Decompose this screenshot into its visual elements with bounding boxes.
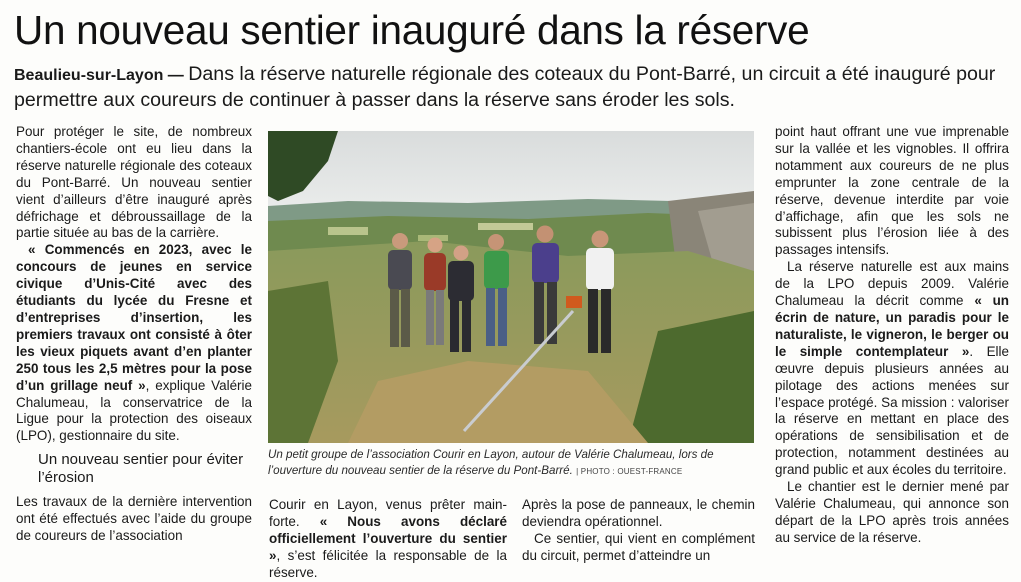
col2-quote-bold: « Nous avons déclaré officiellement l’ouverture du sentier » xyxy=(269,513,508,563)
col4-paragraph-2 xyxy=(775,259,1009,479)
col4-text-end: . Elle œuvre depuis plusieurs années au pilotage des actions menées sur l’espace protégé. Sa mission : valoriser la réserve en mettant en place des opérations de sensibilisation et de protection, notamment destinées au grand public et aux écoles du territoire. xyxy=(775,343,1010,478)
quote-attribution: , explique Valérie Chalumeau, la conservatrice de la Ligue pour la protection des oiseaux (LPO), gestionnaire du site. xyxy=(16,377,252,444)
column-2 xyxy=(269,497,507,582)
column-4 xyxy=(775,124,1009,547)
col1-paragraph-2 xyxy=(16,242,252,445)
col4-paragraph-3: Le chantier est le dernier mené par Valérie Chalumeau, qui annonce son départ de la LPO après trois années au service de la réserve. xyxy=(775,479,1009,545)
col4-text-start: La réserve naturelle est aux mains de la LPO depuis 2009. Valérie Chalumeau la décrit comme xyxy=(775,259,1009,309)
col3-paragraph-2: Ce sentier, qui vient en complément du circuit, permet d’atteindre un xyxy=(522,530,755,563)
col1-paragraph-3: Les travaux de la dernière intervention ont été effectués avec l’aide du groupe de coureurs de l’association xyxy=(16,494,252,544)
col2-text-start: Courir en Layon, venus prêter main-forte. xyxy=(269,497,507,529)
quote-bold: « Commencés en 2023, avec le concours de jeunes en service civique d’Unis-Cité avec des étudiants du lycée du Fresne et d’entreprises d’insertion, les premiers travaux ont consisté à ôter les vieux piquets avant d’en planter 250 tous les 2,5 mètres pour la pose d’un grillage neuf » xyxy=(16,242,252,393)
lede xyxy=(14,62,1014,113)
col4-quote-bold: « un écrin de nature, un paradis pour le naturaliste, le vigneron, le berger ou le simple contemplateur » xyxy=(775,293,1010,359)
headline: Un nouveau sentier inauguré dans la réserve xyxy=(14,7,810,53)
photo-credit: | PHOTO : OUEST-FRANCE xyxy=(576,467,683,476)
article-photo xyxy=(268,131,754,443)
lede-text: Dans la réserve naturelle régionale des coteaux du Pont-Barré, un circuit a été inauguré pour permettre aux coureurs de continuer à passer dans la réserve sans éroder les sols. xyxy=(14,63,996,111)
column-1 xyxy=(16,124,252,545)
photo-caption xyxy=(268,447,758,480)
col1-paragraph-1: Pour protéger le site, de nombreux chantiers-école ont eu lieu dans la réserve naturelle régionale des coteaux du Pont-Barré. Un nouveau sentier vient d’ailleurs d’être inauguré après défrichage et débroussaillage de la partie située au bas de la carrière. xyxy=(16,124,252,241)
dateline: Beaulieu-sur-Layon — xyxy=(14,67,189,84)
col4-paragraph-1: point haut offrant une vue imprenable sur la vallée et les vignobles. Il offrira notamment aux coureurs de ne plus emprunter la zone centrale de la réserve, devenue interdite par voie d’affichage, afin que les sols ne subissent plus l’érosion liée à des passages intensifs. xyxy=(775,124,1009,258)
column-3 xyxy=(522,497,755,565)
col2-paragraph-1 xyxy=(269,497,507,582)
photo-illustration xyxy=(268,131,754,443)
caption-text: Un petit groupe de l’association Courir en Layon, autour de Valérie Chalumeau, lors de l’ouverture du nouveau sentier de la réserve du Pont-Barré. xyxy=(268,448,714,477)
col2-text-end: , s’est félicitée la responsable de la réserve. xyxy=(269,547,507,580)
col3-paragraph-1: Après la pose de panneaux, le chemin deviendra opérationnel. xyxy=(522,497,755,529)
subheading: Un nouveau sentier pour éviter l’érosion xyxy=(38,451,244,487)
